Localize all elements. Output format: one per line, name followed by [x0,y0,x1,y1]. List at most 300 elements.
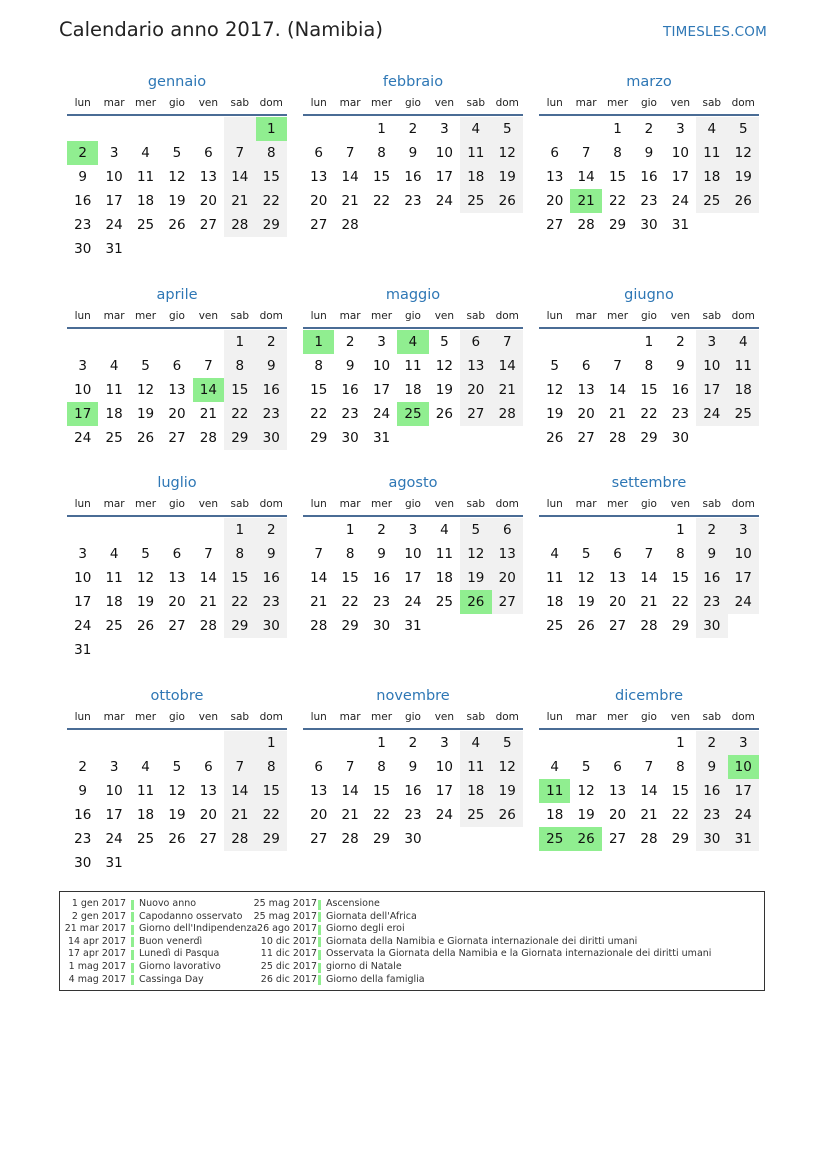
weekday-label: dom [495,498,519,510]
empty-cell [633,518,664,542]
day-cell: 30 [640,217,658,233]
day-cell: 25 [460,803,491,827]
day-cell: 8 [256,755,287,779]
day-cell: 11 [105,382,123,398]
day-cell: 31 [105,241,123,257]
day-cell: 18 [435,570,453,586]
month-gennaio [67,72,287,261]
day-cell: 1 [256,731,287,755]
day-cell: 19 [435,382,453,398]
empty-cell [67,518,98,542]
legend-date: 4 mag 2017 [68,973,126,985]
day-cell: 13 [199,783,217,799]
day-cell: 25 [460,189,491,213]
weekday-header [67,708,287,730]
day-cell: 21 [608,406,627,422]
day-cell: 22 [310,406,328,422]
weekday-label: mer [371,711,393,723]
day-cell: 28 [341,831,359,847]
weekday-label: gio [168,498,185,510]
legend-holiday-name: Nuovo anno [139,898,197,909]
day-cell: 11 [728,354,759,378]
weekday-label: mer [371,97,393,109]
weekday-label: mer [371,498,393,510]
day-cell: 5 [460,518,491,542]
weekday-label: dom [731,97,755,109]
day-cell: 17 [372,382,391,398]
day-cell: 24 [696,402,727,426]
weekday-label: dom [259,498,283,510]
day-cell: 15 [640,382,658,398]
month-title: ottobre [150,688,204,704]
day-cell: 22 [341,594,359,610]
day-cell: 13 [310,169,328,185]
day-cell: 18 [105,406,123,422]
weekday-header [303,307,523,329]
day-cell: 15 [256,165,287,189]
empty-cell [130,518,161,542]
day-cell: 18 [136,193,155,209]
weekday-label: gio [168,97,185,109]
day-cell: 4 [728,330,759,354]
weekday-label: mar [103,498,125,510]
page-title: Calendario anno 2017. (Namibia) [59,18,383,41]
legend-date: 10 dic 2017 [260,935,317,947]
day-cell: 19 [577,807,595,823]
empty-cell [224,117,255,141]
day-cell: 22 [671,807,689,823]
day-cell: 8 [224,542,255,566]
legend-marker [318,963,321,973]
month-title: giugno [624,287,674,303]
day-cell: 22 [224,402,255,426]
day-cell: 8 [676,546,685,562]
day-cell: 17 [728,566,759,590]
empty-cell [98,330,129,354]
weekday-label: dom [495,711,519,723]
day-cell: 12 [168,783,186,799]
day-cell: 1 [644,334,654,350]
day-cell: 6 [613,759,622,775]
day-grid [303,517,523,638]
day-cell: 16 [404,169,422,185]
day-cell: 29 [341,618,359,634]
day-cell: 13 [460,354,491,378]
day-cell: 11 [460,755,491,779]
day-cell: 26 [577,618,595,634]
day-cell: 1 [345,522,355,538]
day-cell: 23 [74,831,92,847]
day-cell: 13 [199,169,217,185]
empty-cell [334,117,365,141]
day-cell: 19 [577,594,595,610]
empty-cell [570,731,601,755]
day-cell: 2 [256,330,287,354]
legend-date: 26 dic 2017 [260,973,317,985]
day-cell: 30 [74,855,92,871]
day-cell: 12 [460,542,491,566]
day-cell: 15 [372,783,391,799]
day-cell: 22 [671,594,689,610]
month-dicembre [539,686,759,851]
day-cell: 4 [141,145,150,161]
day-cell: 31 [74,642,92,658]
weekday-label: lun [546,97,563,109]
day-cell: 25 [105,430,123,446]
day-grid [539,116,759,237]
day-cell: 2 [345,334,355,350]
legend-holiday-name: Giorno dell'Indipendenza [139,923,258,935]
day-cell: 2 [408,121,418,137]
day-cell: 15 [608,169,627,185]
weekday-header [67,94,287,116]
day-cell: 20 [310,193,328,209]
day-cell: 4 [550,759,559,775]
day-cell: 4 [460,117,491,141]
empty-cell [193,518,224,542]
day-cell: 17 [105,807,123,823]
day-cell: 11 [546,570,564,586]
day-cell: 28 [310,618,328,634]
day-cell: 3 [109,145,119,161]
day-cell: 11 [460,141,491,165]
weekday-label: mer [135,711,157,723]
day-cell: 23 [256,402,287,426]
day-cell: 27 [199,831,217,847]
day-cell: 3 [78,358,87,374]
day-cell: 6 [550,145,559,161]
empty-cell [334,731,365,755]
weekday-label: mar [575,711,597,723]
holiday-day-cell: 26 [570,827,601,851]
day-cell: 21 [640,807,658,823]
legend-date: 14 apr 2017 [67,935,126,947]
day-grid [539,517,759,638]
day-cell: 24 [404,594,422,610]
day-cell: 14 [310,570,328,586]
day-cell: 21 [640,594,658,610]
day-cell: 23 [256,590,287,614]
weekday-label: mar [339,310,361,322]
empty-cell [303,117,334,141]
legend-marker [318,912,321,922]
day-cell: 10 [404,546,422,562]
weekday-label: lun [310,711,327,723]
weekday-label: mar [339,97,361,109]
day-cell: 7 [492,330,523,354]
day-cell: 16 [640,169,658,185]
day-cell: 10 [728,542,759,566]
day-cell: 18 [460,779,491,803]
day-cell: 5 [141,358,150,374]
day-cell: 12 [577,570,595,586]
weekday-header [539,307,759,329]
holiday-day-cell: 2 [67,141,98,165]
day-cell: 15 [341,570,359,586]
day-cell: 12 [136,570,155,586]
day-cell: 22 [372,193,391,209]
day-cell: 17 [728,779,759,803]
day-cell: 29 [256,827,287,851]
day-cell: 31 [671,217,689,233]
day-cell: 6 [204,145,213,161]
day-cell: 17 [696,378,727,402]
empty-cell [67,117,98,141]
day-cell: 14 [224,165,255,189]
day-cell: 26 [136,618,155,634]
day-cell: 13 [608,570,627,586]
weekday-label: mer [135,97,157,109]
day-cell: 20 [310,807,328,823]
day-cell: 4 [440,522,449,538]
day-cell: 10 [74,382,92,398]
day-cell: 5 [550,358,559,374]
day-cell: 16 [256,566,287,590]
month-title: agosto [388,475,438,491]
legend-date: 25 mag 2017 [253,898,317,909]
weekday-label: mer [135,498,157,510]
empty-cell [67,330,98,354]
day-cell: 4 [460,731,491,755]
day-cell: 22 [640,406,658,422]
weekday-label: ven [670,310,691,322]
empty-cell [161,731,192,755]
day-cell: 4 [109,546,119,562]
weekday-label: sab [466,97,486,109]
day-cell: 7 [204,358,213,374]
day-cell: 5 [172,145,182,161]
weekday-label: lun [546,310,563,322]
day-cell: 6 [314,145,323,161]
weekday-label: gio [404,498,421,510]
day-cell: 8 [613,145,622,161]
day-cell: 27 [608,618,627,634]
weekday-header [539,94,759,116]
legend-holiday-name: Capodanno osservato [139,910,243,922]
weekday-label: mer [135,310,157,322]
day-grid [303,116,523,237]
legend-marker [318,937,321,947]
day-cell: 25 [435,594,453,610]
weekday-label: dom [731,310,755,322]
day-cell: 19 [168,807,186,823]
day-cell: 19 [546,406,564,422]
legend-holiday-name: Osservata la Giornata della Namibia e la Giornata internazionale dei diritti umani [326,948,712,960]
day-cell: 16 [256,378,287,402]
legend-date: 25 dic 2017 [260,961,317,972]
day-cell: 16 [671,382,689,398]
day-cell: 14 [492,354,523,378]
empty-cell [539,731,570,755]
holiday-day-cell: 17 [67,402,98,426]
day-cell: 15 [671,570,689,586]
day-cell: 11 [136,169,155,185]
holiday-day-cell: 1 [256,117,287,141]
empty-cell [303,518,334,542]
day-cell: 28 [199,430,217,446]
day-cell: 27 [608,831,627,847]
day-cell: 6 [204,759,213,775]
day-cell: 24 [105,831,123,847]
day-cell: 30 [256,426,287,450]
day-cell: 20 [168,594,186,610]
weekday-label: ven [434,711,455,723]
weekday-header [303,94,523,116]
month-giugno [539,285,759,450]
weekday-label: sab [702,711,722,723]
legend-date: 25 mag 2017 [253,910,317,922]
day-cell: 28 [341,217,359,233]
weekday-label: ven [670,498,691,510]
day-cell: 27 [168,618,186,634]
empty-cell [161,330,192,354]
month-marzo [539,72,759,237]
day-cell: 20 [199,193,217,209]
day-cell: 22 [224,590,255,614]
legend-holiday-name: Giornata dell'Africa [326,910,417,922]
empty-cell [570,518,601,542]
day-cell: 14 [640,570,658,586]
weekday-label: sab [466,310,486,322]
day-cell: 24 [372,406,391,422]
day-cell: 6 [172,358,182,374]
holiday-day-cell: 1 [303,330,334,354]
weekday-label: mer [607,498,629,510]
day-cell: 9 [256,542,287,566]
day-cell: 28 [608,430,627,446]
day-cell: 15 [256,779,287,803]
weekday-label: sab [466,498,486,510]
day-cell: 19 [492,779,523,803]
day-cell: 18 [105,594,123,610]
day-cell: 10 [74,570,92,586]
day-cell: 26 [492,189,523,213]
day-cell: 19 [136,594,155,610]
weekday-label: gio [640,498,657,510]
empty-cell [67,731,98,755]
brand-link[interactable]: TIMESLES.COM [663,24,767,40]
day-cell: 29 [310,430,328,446]
day-cell: 12 [168,169,186,185]
legend-date: 21 mar 2017 [64,923,126,935]
month-luglio [67,473,287,662]
day-cell: 16 [74,807,92,823]
weekday-label: mer [607,310,629,322]
day-cell: 15 [310,382,328,398]
day-cell: 27 [168,430,186,446]
day-cell: 17 [435,169,453,185]
month-title: marzo [626,74,672,90]
day-cell: 1 [676,522,685,538]
day-cell: 8 [314,358,323,374]
weekday-label: lun [74,498,91,510]
day-cell: 30 [404,831,422,847]
day-cell: 3 [676,121,685,137]
day-cell: 28 [199,618,217,634]
day-cell: 26 [136,430,155,446]
day-cell: 23 [671,406,689,422]
day-cell: 9 [644,145,654,161]
day-cell: 23 [404,807,422,823]
weekday-label: dom [259,97,283,109]
day-cell: 1 [676,735,685,751]
day-cell: 24 [435,807,453,823]
day-cell: 20 [492,566,523,590]
day-cell: 18 [136,807,155,823]
month-aprile [67,285,287,450]
day-cell: 6 [492,518,523,542]
day-cell: 1 [613,121,622,137]
day-cell: 26 [728,189,759,213]
legend-marker [318,975,321,985]
day-cell: 16 [696,566,727,590]
day-cell: 12 [546,382,564,398]
day-cell: 9 [377,546,386,562]
empty-cell [539,330,570,354]
day-cell: 3 [728,518,759,542]
day-cell: 21 [224,189,255,213]
day-cell: 9 [696,755,727,779]
day-cell: 20 [168,406,186,422]
empty-cell [193,330,224,354]
day-cell: 23 [404,193,422,209]
day-cell: 7 [613,358,622,374]
day-cell: 6 [172,546,182,562]
day-cell: 17 [74,594,92,610]
weekday-label: ven [198,97,219,109]
day-cell: 1 [224,330,255,354]
day-cell: 16 [696,779,727,803]
day-cell: 2 [78,759,87,775]
day-cell: 23 [696,590,727,614]
legend-marker [318,900,321,910]
day-grid [67,329,287,450]
day-cell: 17 [435,783,453,799]
day-cell: 27 [577,430,595,446]
day-cell: 29 [640,430,658,446]
empty-cell [224,731,255,755]
day-cell: 25 [546,618,564,634]
legend-date: 2 gen 2017 [71,910,126,922]
day-cell: 20 [546,193,564,209]
day-cell: 4 [550,546,559,562]
day-cell: 27 [492,590,523,614]
day-cell: 9 [256,354,287,378]
holiday-day-cell: 25 [397,402,428,426]
month-title: maggio [385,287,441,303]
day-cell: 25 [728,402,759,426]
day-cell: 21 [199,594,217,610]
day-cell: 18 [546,807,564,823]
day-cell: 23 [640,193,658,209]
day-cell: 15 [224,566,255,590]
empty-cell [130,731,161,755]
day-cell: 26 [168,217,186,233]
day-cell: 25 [105,618,123,634]
weekday-header [539,495,759,517]
day-cell: 19 [136,406,155,422]
month-febbraio [303,72,523,237]
weekday-label: dom [731,711,755,723]
day-cell: 11 [404,358,422,374]
weekday-label: mer [607,97,629,109]
day-cell: 19 [460,566,491,590]
weekday-label: mar [103,310,125,322]
day-grid [67,730,287,875]
month-novembre [303,686,523,851]
day-cell: 8 [224,354,255,378]
day-cell: 9 [696,542,727,566]
